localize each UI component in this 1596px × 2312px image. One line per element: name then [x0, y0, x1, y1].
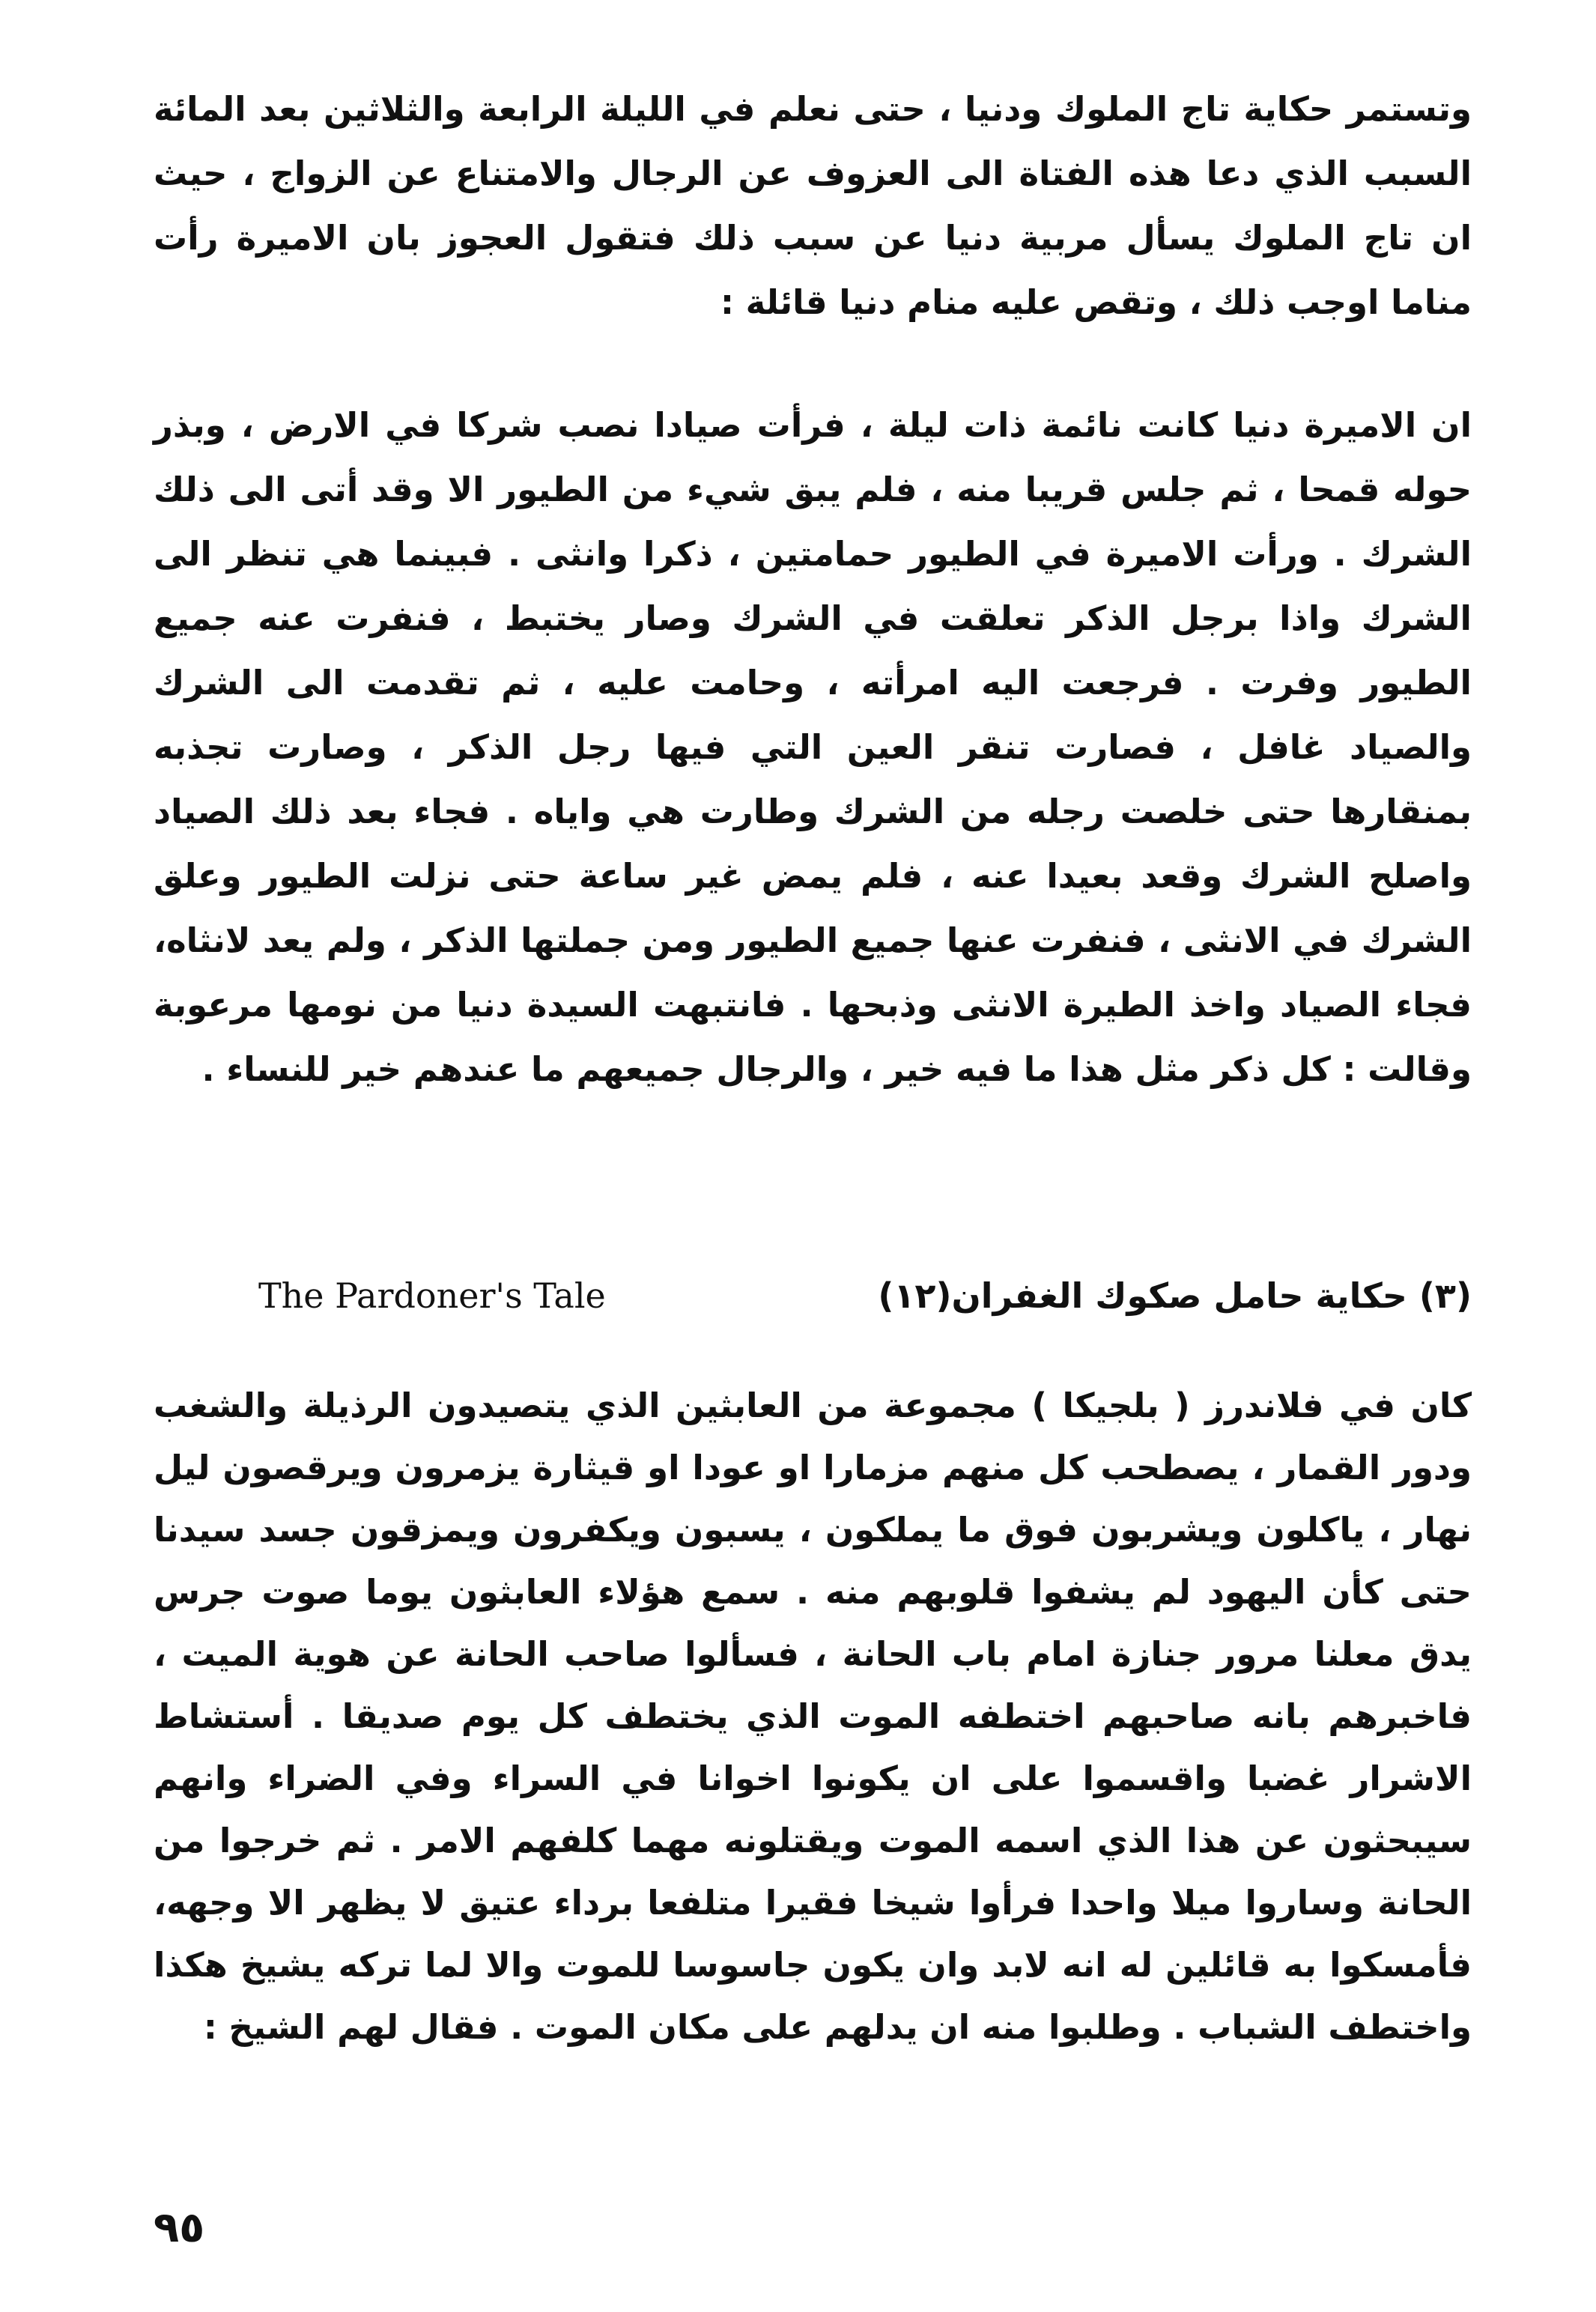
paragraph-taj-al-muluk-story: وتستمر حكاية تاج الملوك ودنيا ، حتى نعلم في الليلة الرابعة والثلاثين بعد المائة السبب الذي دعا هذه الفتاة الى العزوف عن الرجال والامتناع عن الزواج ، حيث ان تاج الملوك يسأل مربية دنيا عن سبب ذلك فتقول العجوز بان الاميرة رأت مناما اوجب ذلك ، وتقص عليه منام دنيا قائلة :	[154, 89, 1472, 322]
paragraph-pardoners-tale: كان في فلاندرز ( بلجيكا ) مجموعة من العابثين الذي يتصيدون الرذيلة والشغب ودور القمار ، يصطحب كل منهم مزمارا او عودا او قيثارة يزمرون ويرقصون ليل نهار ، ياكلون ويشربون فوق ما يملكون ، يسبون ويكفرون ويمزقون جسد سيدنا حتى كأن اليهود لم يشفوا قلوبهم منه . سمع هؤلاء العابثون يوما صوت جرس يدق معلنا مرور جنازة امام باب الحانة ، فسألوا صاحب الحانة عن هوية الميت ، فاخبرهم بانه صاحبهم اختطفه الموت الذي يختطف كل يوم صديقا . أستشاط الاشرار غضبا واقسموا على ان يكونوا اخوانا في السراء وفي الضراء وانهم سيبحثون عن هذا الذي اسمه الموت ويقتلونه مهما كلفهم الامر . ثم خرجوا من الحانة وساروا ميلا واحدا فرأوا شيخا فقيرا متلفعا برداء عتيق لا يظهر الا وجهه، فأمسكوا به قائلين له انه لابد وان يكون جاسوسا للموت والا لما تركه يشيخ هكذا واختطف الشباب . وطلبوا منه ان يدلهم على مكان الموت . فقال لهم الشيخ :	[154, 1386, 1472, 2047]
section-heading	[154, 1266, 1472, 1326]
section-heading-english: The Pardoner's Tale	[258, 1275, 606, 1316]
page-number: ٩٥	[154, 2203, 205, 2252]
paragraph-princess-dunya-dream: ان الاميرة دنيا كانت نائمة ذات ليلة ، فرأت صيادا نصب شركا في الارض ، وبذر حوله قمحا ، ثم جلس قريبا منه ، فلم يبق شيء من الطيور الا وقد أتى الى ذلك الشرك . ورأت الاميرة في الطيور حمامتين ، ذكرا وانثى . فبينما هي تنظر الى الشرك واذا برجل الذكر تعلقت في الشرك وصار يختبط ، فنفرت عنه جميع الطيور وفرت . فرجعت اليه امرأته ، وحامت عليه ، ثم تقدمت الى الشرك والصياد غافل ، فصارت تنقر العين التي فيها رجل الذكر ، وصارت تجذبه بمنقارها حتى خلصت رجله من الشرك وطارت هي واياه . فجاء بعد ذلك الصياد واصلح الشرك وقعد بعيدا عنه ، فلم يمض غير ساعة حتى نزلت الطيور وعلق الشرك في الانثى ، فنفرت عنها جميع الطيور ومن جملتها الذكر ، ولم يعد لانثاه، فجاء الصياد واخذ الطيرة الانثى وذبحها . فانتبهت السيدة دنيا من نومها مرعوبة وقالت : كل ذكر مثل هذا ما فيه خير ، والرجال جميعهم ما عندهم خير للنساء .	[154, 405, 1472, 1089]
section-heading-arabic: (٣) حكاية حامل صكوك الغفران(١٢)	[878, 1275, 1472, 1316]
